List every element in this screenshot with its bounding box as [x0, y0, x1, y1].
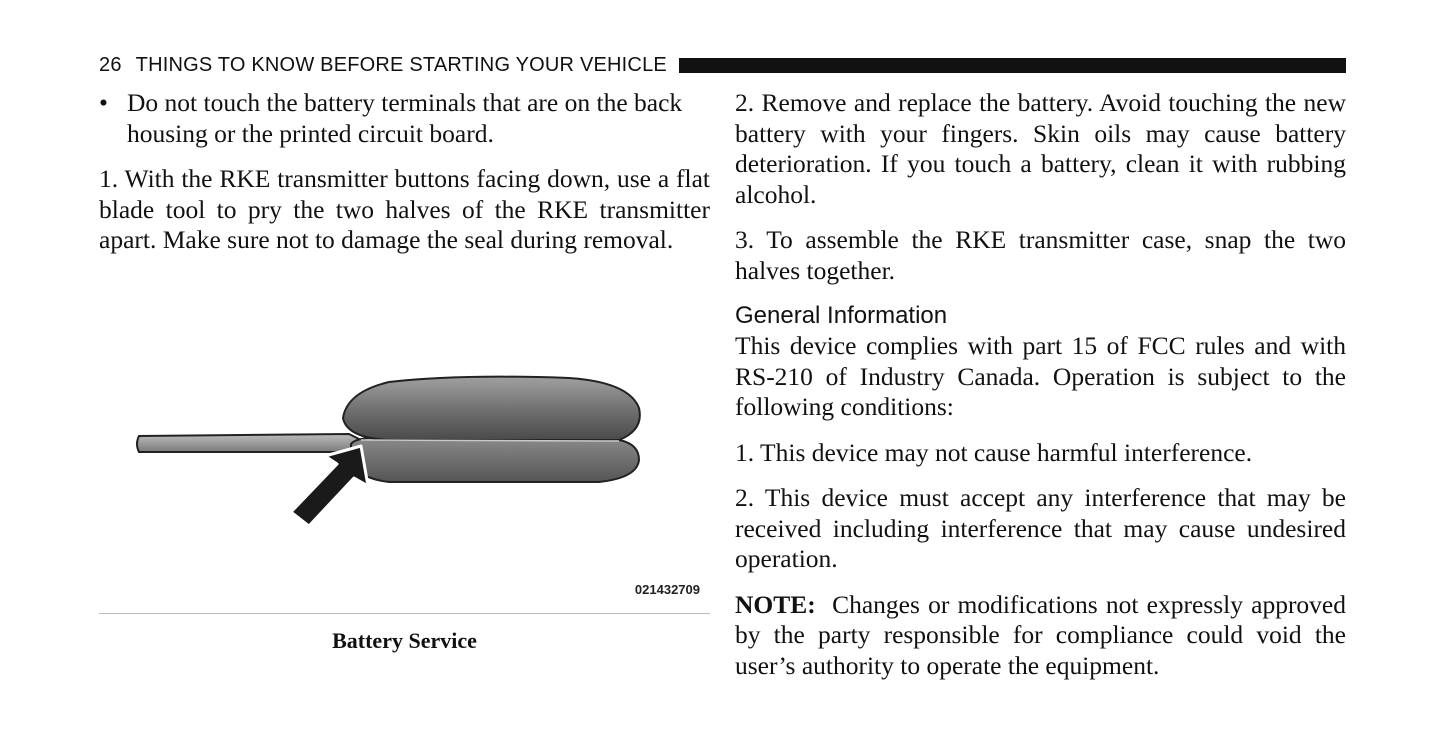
note-label: NOTE: [735, 589, 816, 619]
page-number: 26 [99, 53, 122, 76]
step-2-paragraph: 2. Remove and replace the battery. Avoid touching the new battery with your fingers. Skin oils may cause battery deterioration. If you touch a battery, clean it with rubbing alcohol. [735, 88, 1346, 209]
page-header [99, 52, 1346, 78]
figure-id: 021432709 [634, 582, 700, 597]
step-1-paragraph: 1. With the RKE transmitter buttons facing down, use a flat blade tool to pry the two halves of the RKE transmitter apart. Make sure not to damage the seal during removal. [99, 164, 710, 254]
figure-caption: Battery Service [332, 627, 477, 653]
header-rule [679, 58, 1346, 73]
fob-bottom-half [351, 437, 639, 481]
key-fob-illustration [99, 268, 710, 613]
pry-arrow [291, 446, 368, 526]
bullet-symbol: • [99, 88, 108, 117]
right-column [735, 88, 1346, 681]
condition-2-paragraph: 2. This device must accept any interference that may be received including interference that may cause undesired operation. [735, 483, 1346, 573]
general-information-heading: General Information [735, 302, 948, 329]
left-column [99, 88, 710, 656]
condition-1-paragraph: 1. This device may not cause harmful interference. [735, 437, 1253, 467]
note-paragraph [735, 590, 1346, 682]
fob-top-half [343, 376, 640, 439]
bullet-text: Do not touch the battery terminals that are on the back housing or the printed circuit board. [127, 88, 683, 148]
battery-service-figure [99, 268, 710, 614]
section-title: THINGS TO KNOW BEFORE STARTING YOUR VEHICLE [135, 53, 667, 76]
step-3-paragraph: 3. To assemble the RKE transmitter case, snap the two halves together. [735, 225, 1346, 285]
note-text: Changes or modifications not expressly approved by the party responsible for compliance could void the user’s authority to operate the equipment. [735, 589, 1347, 680]
fcc-compliance-paragraph: This device complies with part 15 of FCC rules and with RS-210 of Industry Canada. Operation is subject to the following conditions: [735, 331, 1346, 421]
bullet-item [99, 88, 710, 149]
key-blade [137, 434, 361, 452]
